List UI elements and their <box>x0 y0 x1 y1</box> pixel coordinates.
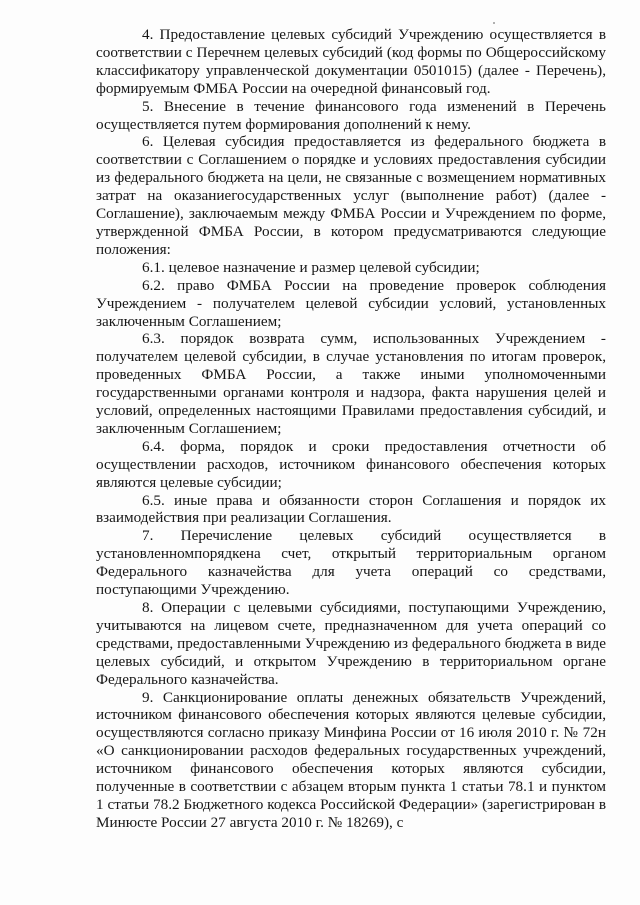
paragraph-6-5: 6.5. иные права и обязанности сторон Соглашения и порядок их взаимодействия при реализации Соглашения. <box>96 491 606 527</box>
paragraph-5: 5. Внесение в течение финансового года изменений в Перечень осуществляется путем формирования дополнений к нему. <box>96 97 606 133</box>
document-body <box>96 26 606 832</box>
paragraph-6-4: 6.4. форма, порядок и сроки предоставления отчетности об осуществлении расходов, источником финансового обеспечения которых являются целевые субсидии; <box>96 437 606 491</box>
paragraph-6: 6. Целевая субсидия предоставляется из федерального бюджета в соответствии с Соглашением о порядке и условиях предоставления субсидии из федерального бюджета на цели, не связанные с возмещением нормативных затрат на оказаниегосударственных услуг (выполнение работ) (далее - Соглашение), заключаемым между ФМБА России и Учреждением по форме, утвержденной ФМБА России, в котором предусматриваются следующие положения: <box>96 133 606 258</box>
paragraph-6-2: 6.2. право ФМБА России на проведение проверок соблюдения Учреждением - получателем целевой субсидии условий, установленных заключенным Соглашением; <box>96 276 606 330</box>
paragraph-6-3: 6.3. порядок возврата сумм, использованных Учреждением - получателем целевой субсидии, в случае установления по итогам проверок, проведенных ФМБА России, а также иными уполномоченными государственными органами контроля и надзора, факта нарушения целей и условий, определенных настоящими Правилами предоставления субсидий, и заключенным Соглашением; <box>96 330 606 437</box>
paragraph-9: 9. Санкционирование оплаты денежных обязательств Учреждений, источником финансового обеспечения которых являются целевые субсидии, осуществляются согласно приказу Минфина России от 16 июля 2010 г. № 72н «О санкционировании расходов федеральных государственных учреждений, источником финансового обеспечения которых являются субсидии, полученные в соответствии с абзацем вторым пункта 1 статьи 78.1 и пунктом 1 статьи 78.2 Бюджетного кодекса Российской Федерации» (зарегистрирован в Минюсте России 27 августа 2010 г. № 18269), с <box>96 688 606 831</box>
scan-speck <box>493 22 495 24</box>
paragraph-4: 4. Предоставление целевых субсидий Учреждению осуществляется в соответствии с Перечнем целевых субсидий (код формы по Общероссийскому классификатору управленческой документации 0501015) (далее - Перечень), формируемым ФМБА России на очередной финансовый год. <box>96 26 606 97</box>
paragraph-6-1: 6.1. целевое назначение и размер целевой субсидии; <box>142 258 480 276</box>
paragraph-8: 8. Операции с целевыми субсидиями, поступающими Учреждению, учитываются на лицевом счете, предназначенном для учета операций со средствами, предоставленными Учреждению из федерального бюджета в виде целевых субсидий, и открытом Учреждению в территориальном органе Федерального казначейства. <box>96 599 606 688</box>
paragraph-7: 7. Перечисление целевых субсидий осуществляется в установленномпорядкена счет, открытый территориальным органом Федерального казначейства для учета операций со средствами, поступающими Учреждению. <box>96 527 606 599</box>
